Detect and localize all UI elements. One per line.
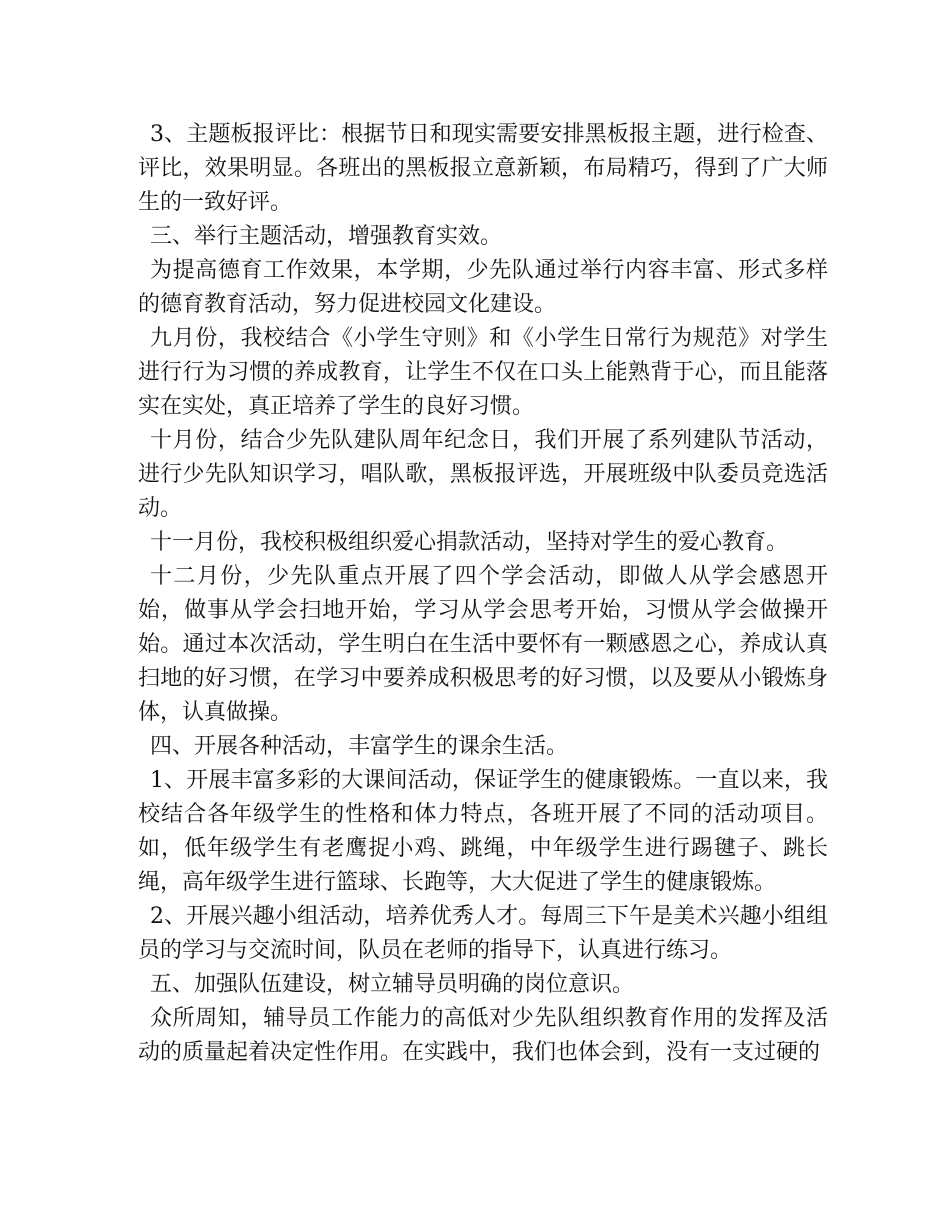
paragraph-october: 十月份，结合少先队建队周年纪念日，我们开展了系列建队节活动，进行少先队知识学习，唱队歌，黑板报评选，开展班级中队委员竞选活动。 (138, 428, 828, 521)
paragraph-board-contest: 3、主题板报评比：根据节日和现实需要安排黑板报主题，进行检查、评比，效果明显。各班出的黑板报立意新颖，布局精巧，得到了广大师生的一致好评。 (138, 122, 828, 215)
paragraph-intro: 为提高德育工作效果，本学期，少先队通过举行内容丰富、形式多样的德育教育活动，努力促进校园文化建设。 (138, 258, 828, 317)
section-heading-4: 四、开展各种活动，丰富学生的课余生活。 (150, 734, 569, 759)
document-body (138, 118, 828, 1070)
section-heading-5: 五、加强队伍建设，树立辅导员明确的岗位意识。 (150, 972, 635, 997)
paragraph-counselor: 众所周知，辅导员工作能力的高低对少先队组织教育作用的发挥及活动的质量起着决定性作用。在实践中，我们也体会到，没有一支过硬的 (138, 1006, 828, 1065)
paragraph-december: 十二月份，少先队重点开展了四个学会活动，即做人从学会感恩开始，做事从学会扫地开始，学习从学会思考开始，习惯从学会做操开始。通过本次活动，学生明白在生活中要怀有一颗感恩之心，养成认真扫地的好习惯，在学习中要养成积极思考的好习惯，以及要从小锻炼身体，认真做操。 (138, 564, 828, 725)
paragraph-september: 九月份，我校结合《小学生守则》和《小学生日常行为规范》对学生进行行为习惯的养成教育，让学生不仅在口头上能熟背于心，而且能落实在实处，真正培养了学生的良好习惯。 (138, 326, 828, 419)
section-heading-3: 三、举行主题活动，增强教育实效。 (150, 224, 503, 249)
paragraph-interest-groups: 2、开展兴趣小组活动，培养优秀人才。每周三下午是美术兴趣小组组员的学习与交流时间，队员在老师的指导下，认真进行练习。 (138, 904, 828, 963)
paragraph-november: 十一月份，我校积极组织爱心捐款活动，坚持对学生的爱心教育。 (150, 530, 789, 555)
paragraph-recess-activities: 1、开展丰富多彩的大课间活动，保证学生的健康锻炼。一直以来，我校结合各年级学生的性格和体力特点，各班开展了不同的活动项目。如，低年级学生有老鹰捉小鸡、跳绳，中年级学生进行踢毽子、跳长绳，高年级学生进行篮球、长跑等，大大促进了学生的健康锻炼。 (138, 768, 828, 895)
